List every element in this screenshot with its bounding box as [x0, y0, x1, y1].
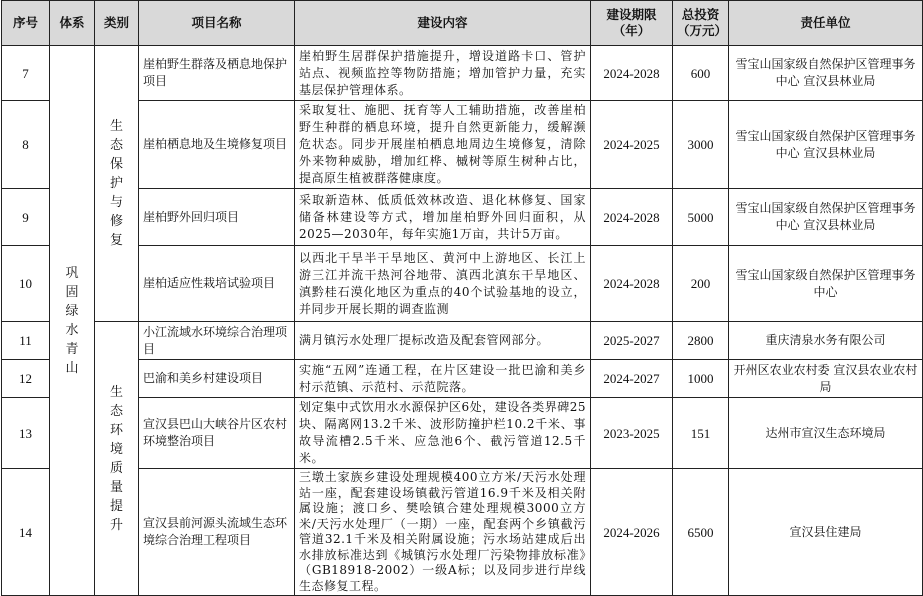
cell-investment: 151 [673, 398, 729, 469]
cell-content: 划定集中式饮用水水源保护区6处，建设各类界碑25块、隔离网13.2千米、波形防撞护栏10.2千米、事故导流槽2.5千米、应急池6个、截污管道12.5千米。 [295, 398, 591, 469]
cell-seq: 7 [2, 46, 50, 101]
table-row [2, 246, 923, 322]
cell-unit: 重庆清泉水务有限公司 [729, 322, 923, 360]
cell-period: 2023-2025 [591, 398, 673, 469]
cell-period: 2024-2028 [591, 46, 673, 101]
system-label: 巩固绿水青山 [65, 265, 79, 376]
cell-period: 2024-2025 [591, 101, 673, 189]
cell-seq: 9 [2, 189, 50, 246]
cell-unit: 雪宝山国家级自然保护区管理事务中心 [729, 246, 923, 322]
table-row [2, 189, 923, 246]
cell-unit: 宣汉县住建局 [729, 469, 923, 596]
header-content: 建设内容 [295, 1, 591, 46]
cell-unit: 开州区农业农村委 宣汉县农业农村局 [729, 360, 923, 398]
cell-investment: 600 [673, 46, 729, 101]
cell-seq: 14 [2, 469, 50, 596]
cell-name: 崖柏栖息地及生境修复项目 [139, 101, 295, 189]
cell-content: 崖柏野生居群保护措施提升，增设道路卡口、管护站点、视频监控等物防措施；增加管护力量，充实基层保护管理体系。 [295, 46, 591, 101]
cell-content: 采取复壮、施肥、抚育等人工辅助措施，改善崖柏野生种群的栖息环境，提升自然更新能力，缓解濒危状态。同步开展崖柏栖息地周边生境修复，清除外来物种威胁，增加红桦、槭树等原生树种占比，提高原生植被群落健康度。 [295, 101, 591, 189]
cell-name: 崖柏适应性栽培试验项目 [139, 246, 295, 322]
cell-investment: 6500 [673, 469, 729, 596]
cell-period: 2024-2027 [591, 360, 673, 398]
cell-unit: 雪宝山国家级自然保护区管理事务中心 宣汉县林业局 [729, 46, 923, 101]
cell-name: 巴渝和美乡村建设项目 [139, 360, 295, 398]
cell-investment: 1000 [673, 360, 729, 398]
header-name: 项目名称 [139, 1, 295, 46]
cell-content: 实施“五网”连通工程，在片区建设一批巴渝和美乡村示范镇、示范村、示范院落。 [295, 360, 591, 398]
cell-seq: 11 [2, 322, 50, 360]
cell-unit: 雪宝山国家级自然保护区管理事务中心 宣汉县林业局 [729, 189, 923, 246]
cell-content: 三墩土家族乡建设处理规模400立方米/天污水处理站一座，配套建设场镇截污管道16.9千米及相关附属设施；渡口乡、樊哙镇合建处理规模3000立方米/天污水处理厂（一期）一座，配套两个乡镇截污管道32.1千米及相关附属设施；污水场站建成后出水排放标准达到《城镇污水处理厂污染物排放标准》（GB18918-2002）一级A标；以及同步进行岸线生态修复工程。 [295, 469, 591, 596]
table-row [2, 322, 923, 360]
header-system: 体系 [50, 1, 95, 46]
cell-seq: 8 [2, 101, 50, 189]
cell-investment: 3000 [673, 101, 729, 189]
cell-system [50, 46, 95, 596]
cell-investment: 2800 [673, 322, 729, 360]
cell-period: 2025-2027 [591, 322, 673, 360]
header-row [2, 1, 923, 46]
cell-seq: 13 [2, 398, 50, 469]
table-row [2, 101, 923, 189]
category-label: 生态环境质量提升 [109, 384, 123, 533]
table-row [2, 360, 923, 398]
cell-content: 以西北干旱半干旱地区、黄河中上游地区、长江上游三江并流干热河谷地带、滇西北滇东干旱地区、滇黔桂石漠化地区为重点的40个试验基地的设立，并同步开展长期的调查监测 [295, 246, 591, 322]
table-row [2, 46, 923, 101]
cell-investment: 5000 [673, 189, 729, 246]
cell-unit: 达州市宣汉生态环境局 [729, 398, 923, 469]
cell-unit: 雪宝山国家级自然保护区管理事务中心 宣汉县林业局 [729, 101, 923, 189]
cell-category [95, 322, 139, 596]
cell-investment: 200 [673, 246, 729, 322]
cell-content: 采取新造林、低质低效林改造、退化林修复、国家储备林建设等方式，增加崖柏野外回归面积，从2025—2030年，每年实施1万亩，共计5万亩。 [295, 189, 591, 246]
cell-name: 小江流域水环境综合治理项目 [139, 322, 295, 360]
header-category: 类别 [95, 1, 139, 46]
header-seq: 序号 [2, 1, 50, 46]
header-period: 建设期限（年） [591, 1, 673, 46]
category-label: 生态保护与修复 [109, 119, 123, 248]
cell-seq: 12 [2, 360, 50, 398]
cell-seq: 10 [2, 246, 50, 322]
cell-name: 宣汉县巴山大峡谷片区农村环境整治项目 [139, 398, 295, 469]
cell-name: 宣汉县前河源头流域生态环境综合治理工程项目 [139, 469, 295, 596]
table-row [2, 398, 923, 469]
cell-category [95, 46, 139, 322]
cell-name: 崖柏野生群落及栖息地保护项目 [139, 46, 295, 101]
header-investment: 总投资（万元） [673, 1, 729, 46]
header-unit: 责任单位 [729, 1, 923, 46]
cell-content: 满月镇污水处理厂提标改造及配套管网部分。 [295, 322, 591, 360]
cell-name: 崖柏野外回归项目 [139, 189, 295, 246]
cell-period: 2024-2028 [591, 189, 673, 246]
cell-period: 2024-2026 [591, 469, 673, 596]
table-row [2, 469, 923, 596]
project-table [1, 0, 923, 596]
cell-period: 2024-2028 [591, 246, 673, 322]
